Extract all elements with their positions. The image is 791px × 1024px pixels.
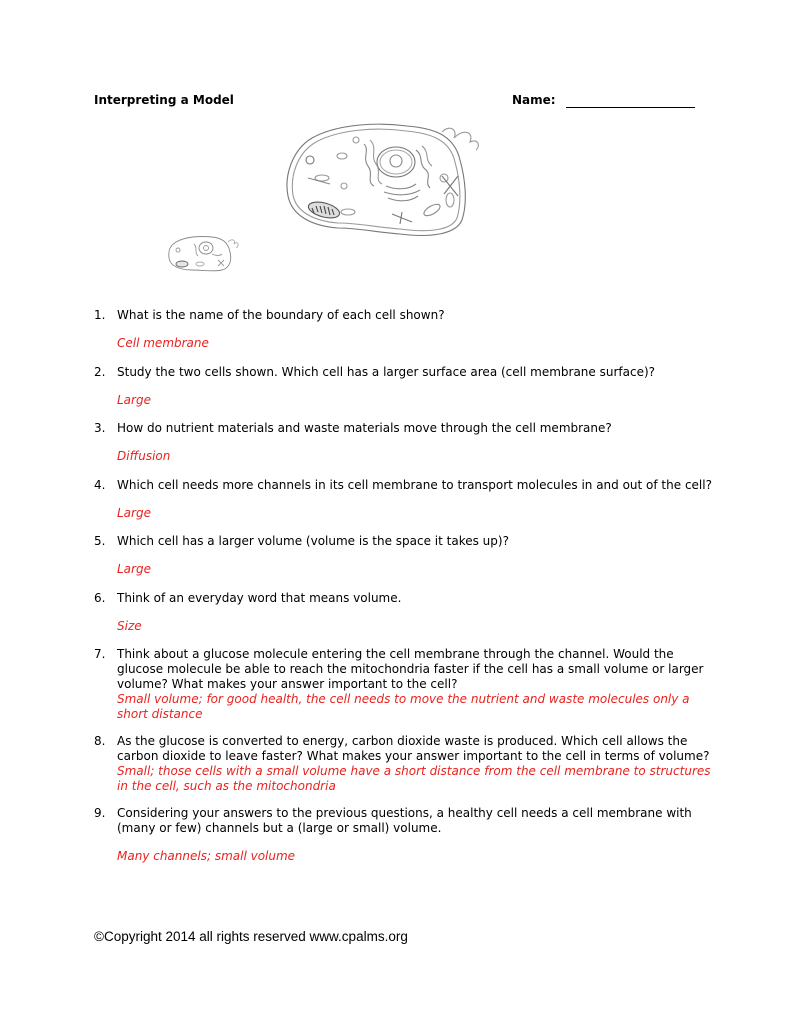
worksheet-title: Interpreting a Model [94,93,234,107]
question-text: Which cell needs more channels in its cell membrane to transport molecules in and out of the cell? [117,478,712,492]
question-number: 3. [94,421,106,435]
answer-text: Small; those cells with a small volume have a short distance from the cell membrane to structures in the cell, such as the mitochondria [117,764,711,793]
question-item [94,365,714,408]
question-text: Think of an everyday word that means volume. [117,591,402,605]
answer-text: Cell membrane [117,336,209,350]
question-text: Think about a glucose molecule entering the cell membrane through the channel. Would the glucose molecule be able to reach the mitochondria faster if the cell has a small volume or larger volume? What makes your answer important to the cell? [117,647,704,691]
question-text: How do nutrient materials and waste materials move through the cell membrane? [117,421,612,435]
question-item [94,734,714,794]
question-text: Study the two cells shown. Which cell has a larger surface area (cell membrane surface)? [117,365,655,379]
question-number: 1. [94,308,106,322]
question-number: 9. [94,806,106,820]
question-number: 6. [94,591,106,605]
answer-text: Diffusion [117,449,171,463]
question-number: 5. [94,534,106,548]
name-label: Name: [512,93,556,107]
question-text: Considering your answers to the previous questions, a healthy cell needs a cell membrane with (many or few) channels but a (large or small) volume. [117,806,692,835]
answer-text: Size [117,619,142,633]
question-number: 4. [94,478,106,492]
question-number: 2. [94,365,106,379]
question-item [94,421,714,464]
question-item [94,806,714,864]
question-number: 8. [94,734,106,748]
question-item [94,647,714,722]
name-blank-line [566,107,695,108]
question-item [94,591,714,634]
question-text: As the glucose is converted to energy, carbon dioxide waste is produced. Which cell allows the carbon dioxide to leave faster? What makes your answer important to the cell in terms of volume? [117,734,710,763]
question-item [94,478,714,521]
question-list [94,308,714,864]
question-item [94,534,714,577]
copyright-footer: ©Copyright 2014 all rights reserved www.cpalms.org [94,929,408,944]
answer-text: Large [117,506,151,520]
question-item [94,308,714,351]
question-text: What is the name of the boundary of each cell shown? [117,308,445,322]
large-cell-image [282,120,482,242]
answer-text: Small volume; for good health, the cell needs to move the nutrient and waste molecules only a short distance [117,692,690,721]
question-text: Which cell has a larger volume (volume is the space it takes up)? [117,534,509,548]
answer-text: Large [117,393,151,407]
small-cell-image [166,234,240,274]
answer-text: Many channels; small volume [117,849,296,863]
answer-text: Large [117,562,151,576]
question-number: 7. [94,647,106,661]
